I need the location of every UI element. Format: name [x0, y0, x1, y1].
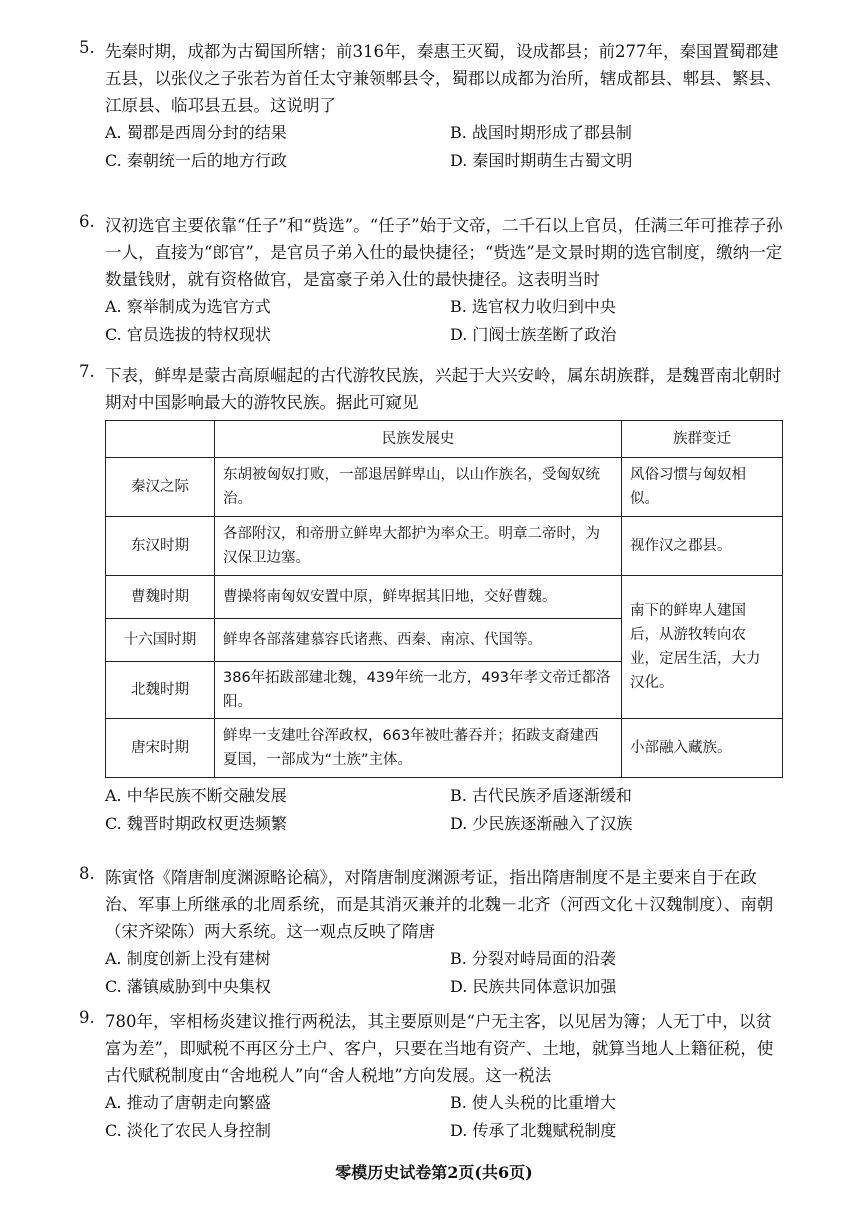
table-row	[106, 458, 783, 517]
question-stem: 780年，宰相杨炎建议推行两税法，其主要原则是“户无主客，以见居为簿；人无丁中，以贫富为差”，即赋税不再区分土户、客户，只要在当地有资产、土地，就算当地人上籍征税，使古代赋税制度由“舍地税人”向“舍人税地”方向发展。这一税法	[105, 1012, 774, 1085]
table-row	[106, 517, 783, 576]
history-cell: 鲜卑各部落建慕容氏诸燕、西秦、南凉、代国等。	[215, 619, 622, 662]
options-row	[105, 810, 785, 838]
era-cell: 东汉时期	[106, 517, 215, 576]
question-stem: 下表，鲜卑是蒙古高原崛起的古代游牧民族，兴起于大兴安岭，属东胡族群，是魏晋南北朝时期对中国影响最大的游牧民族。据此可窥见	[105, 366, 782, 412]
era-cell: 唐宋时期	[106, 719, 215, 778]
era-cell: 曹魏时期	[106, 576, 215, 619]
question-9	[79, 1008, 785, 1145]
options-row	[105, 119, 785, 147]
question-number: 6.	[79, 212, 95, 231]
option-c[interactable]: C. 藩镇威胁到中央集权	[105, 977, 271, 996]
table-header-history: 民族发展史	[215, 421, 622, 458]
history-cell: 东胡被匈奴打败，一部退居鲜卑山，以山作族名，受匈奴统治。	[215, 458, 622, 517]
question-stem: 陈寅恪《隋唐制度渊源略论稿》，对隋唐制度渊源考证，指出隋唐制度不是主要来自于在政治、军事上所继承的北周系统，而是其消灭兼并的北魏－北齐（河西文化＋汉魏制度）、南朝（宋齐梁陈）两大系统。这一观点反映了隋唐	[105, 868, 774, 941]
options-row	[105, 321, 785, 349]
question-5	[79, 38, 785, 175]
options-row	[105, 147, 785, 175]
options-row	[105, 1089, 785, 1117]
question-stem: 先秦时期，成都为古蜀国所辖；前316年，秦惠王灭蜀，设成都县；前277年，秦国置蜀郡建五县，以张仪之子张若为首任太守兼领郫县令，蜀郡以成都为治所，辖成都县、郫县、繁县、江原县、临邛县五县。这说明了	[105, 42, 782, 115]
change-cell-merged: 南下的鲜卑人建国后，从游牧转向农业，定居生活，大力汉化。	[622, 576, 783, 719]
history-cell: 386年拓跋部建北魏，439年统一北方，493年孝文帝迁都洛阳。	[215, 662, 622, 719]
question-7	[79, 362, 785, 838]
history-cell: 鲜卑一支建吐谷浑政权，663年被吐蕃吞并；拓跋支裔建西夏国，一部成为“土族”主体。	[215, 719, 622, 778]
change-cell: 小部融入藏族。	[622, 719, 783, 778]
era-cell: 北魏时期	[106, 662, 215, 719]
option-c[interactable]: C. 官员选拔的特权现状	[105, 325, 271, 344]
option-d[interactable]: D. 少民族逐渐融入了汉族	[450, 814, 633, 833]
question-number: 7.	[79, 362, 95, 381]
option-a[interactable]: A. 察举制成为选官方式	[105, 297, 271, 316]
option-a[interactable]: A. 蜀郡是西周分封的结果	[105, 123, 287, 142]
option-b[interactable]: B. 战国时期形成了郡县制	[450, 123, 632, 142]
history-cell: 各部附汉，和帝册立鲜卑大都护为率众王。明章二帝时，为汉保卫边塞。	[215, 517, 622, 576]
question-number: 9.	[79, 1008, 95, 1027]
table-row	[106, 719, 783, 778]
option-d[interactable]: D. 门阀士族垄断了政治	[450, 325, 617, 344]
option-b[interactable]: B. 分裂对峙局面的沿袭	[450, 949, 616, 968]
options-row	[105, 293, 785, 321]
option-c[interactable]: C. 秦朝统一后的地方行政	[105, 151, 287, 170]
page-footer: 零模历史试卷第2页(共6页)	[335, 1163, 533, 1182]
table-header-change: 族群变迁	[622, 421, 783, 458]
option-a[interactable]: A. 制度创新上没有建树	[105, 949, 271, 968]
options-row	[105, 1117, 785, 1145]
option-b[interactable]: B. 使人头税的比重增大	[450, 1093, 616, 1112]
option-d[interactable]: D. 传承了北魏赋税制度	[450, 1121, 617, 1140]
era-cell: 十六国时期	[106, 619, 215, 662]
option-d[interactable]: D. 民族共同体意识加强	[450, 977, 617, 996]
question-number: 5.	[79, 38, 95, 57]
table-header-era	[106, 421, 215, 458]
options-row	[105, 782, 785, 810]
option-b[interactable]: B. 古代民族矛盾逐渐缓和	[450, 786, 632, 805]
table-header-row	[106, 421, 783, 458]
option-a[interactable]: A. 推动了唐朝走向繁盛	[105, 1093, 271, 1112]
option-a[interactable]: A. 中华民族不断交融发展	[105, 786, 287, 805]
question-8	[79, 864, 785, 1001]
option-d[interactable]: D. 秦国时期萌生古蜀文明	[450, 151, 633, 170]
ethnic-history-table	[105, 420, 783, 778]
change-cell: 风俗习惯与匈奴相似。	[622, 458, 783, 517]
option-c[interactable]: C. 魏晋时期政权更迭频繁	[105, 814, 287, 833]
table-row	[106, 576, 783, 619]
question-stem: 汉初选官主要依靠“任子”和“赀选”。“任子”始于文帝，二千石以上官员，任满三年可推荐子孙一人，直接为“郎官”，是官员子弟入仕的最快捷径；“赀选”是文景时期的选官制度，缴纳一定数量钱财，就有资格做官，是富豪子弟入仕的最快捷径。这表明当时	[105, 216, 783, 289]
history-cell: 曹操将南匈奴安置中原，鲜卑据其旧地，交好曹魏。	[215, 576, 622, 619]
question-number: 8.	[79, 864, 95, 883]
option-b[interactable]: B. 选官权力收归到中央	[450, 297, 616, 316]
question-6	[79, 212, 785, 349]
option-c[interactable]: C. 淡化了农民人身控制	[105, 1121, 271, 1140]
options-row	[105, 973, 785, 1001]
era-cell: 秦汉之际	[106, 458, 215, 517]
change-cell: 视作汉之郡县。	[622, 517, 783, 576]
options-row	[105, 945, 785, 973]
